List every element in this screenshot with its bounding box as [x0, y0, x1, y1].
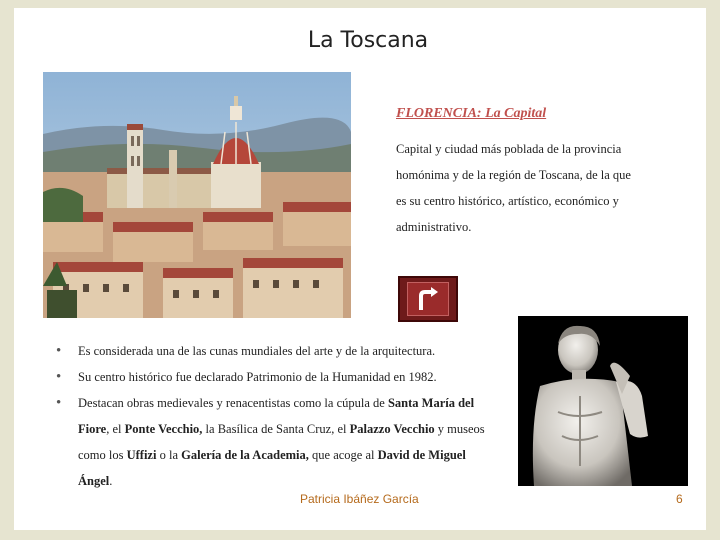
slide-title: La Toscana [307, 28, 429, 53]
bullet-list [56, 338, 496, 494]
page-number: 6 [676, 492, 683, 506]
bullet-text-part: , el [106, 422, 125, 436]
bullet-dot: • [56, 395, 62, 411]
return-arrow-icon [415, 286, 441, 312]
back-navigation-button[interactable] [398, 276, 458, 322]
bullet-text-part: que acoge al [308, 448, 378, 462]
bullet-text-part: la Basílica de Santa Cruz, el [202, 422, 350, 436]
bullet-text: Es considerada una de las cunas mundiales del arte y de la arquitectura. [78, 344, 436, 358]
intro-paragraph: Capital y ciudad más poblada de la provincia homónima y de la región de Toscana, de la que es su centro histórico, artístico, económico y administrativo. [396, 142, 631, 234]
section-subtitle: FLORENCIA: La Capital [396, 106, 547, 121]
bullet-item [56, 364, 496, 390]
footer-author: Patricia Ibáñez García [300, 492, 419, 506]
monument-palazzo-vecchio: Palazzo Vecchio [349, 422, 435, 436]
florence-photo [43, 72, 351, 318]
bullet-item [56, 390, 496, 494]
museum-uffizi: Uffizi [126, 448, 157, 462]
bullet-text: Su centro histórico fue declarado Patrimonio de la Humanidad en 1982. [78, 370, 437, 384]
monument-ponte-vecchio: Ponte Vecchio, [124, 422, 203, 436]
bullet-dot: • [56, 343, 62, 359]
bullet-dot: • [56, 369, 62, 385]
bullet-text-part: . [109, 474, 113, 488]
bullet-text-part: y museos como los [78, 422, 485, 462]
bullet-text-part: o la [156, 448, 182, 462]
bullet-text-part: Destacan obras medievales y renacentistas como la cúpula de [78, 396, 388, 410]
monument-santa-maria: Santa María del Fiore [78, 396, 475, 436]
bullet-item [56, 338, 496, 364]
back-button-face [407, 282, 449, 316]
sculpture-david: David de Miguel Ángel [78, 448, 466, 488]
museum-academia: Galería de la Academia, [181, 448, 309, 462]
david-statue-photo [518, 316, 688, 486]
